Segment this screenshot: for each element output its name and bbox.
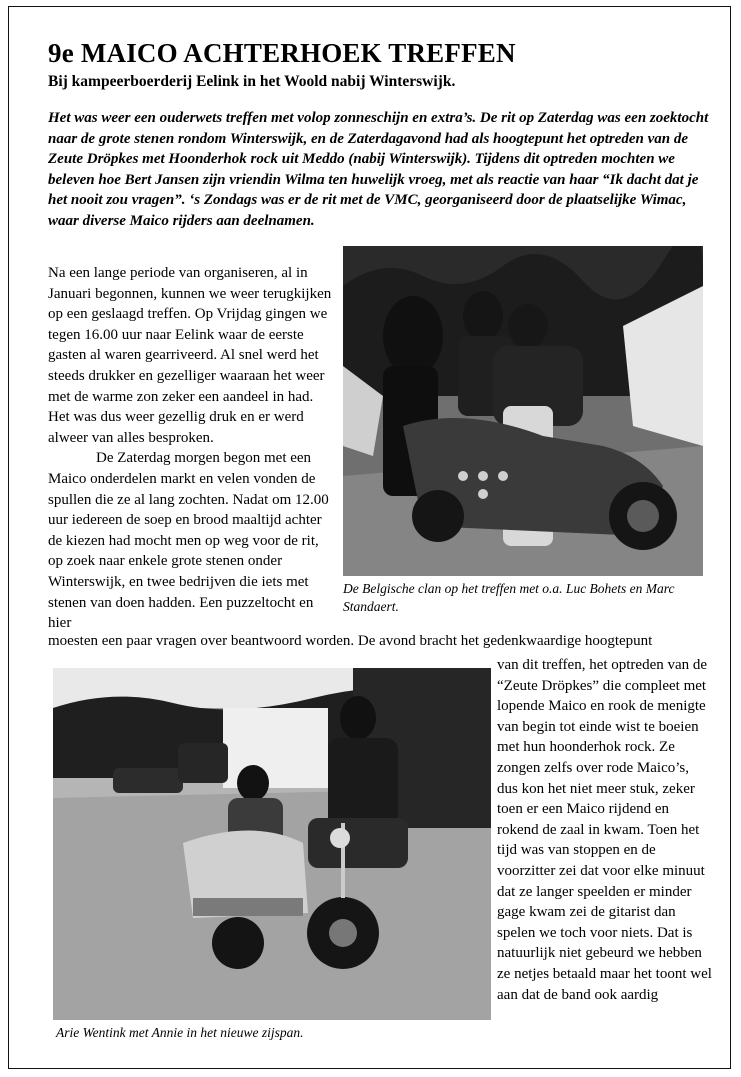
right-column-text [497,655,712,1005]
paragraph-1: Na een lange periode van organiseren, al in Januari begonnen, kunnen we weer terugkijken op een geslaagd treffen. Op Vrijdag gingen we tegen 16.00 uur naar Eelink waar de eerste gasten al waren gearriveerd. Al snel werd het steeds drukker en gezelliger waaraan het weer met de warme zon zeker een aandeel in had. Het was dus weer gezellig druk en er werd alweer van alles besproken. [48,265,332,446]
article-intro: Het was weer een ouderwets treffen met volop zonneschijn en extra’s. De rit op Zaterdag was een zoektocht naar de grote stenen rondom Winterswijk, en de Zaterdagavond had als hoogtepunt het optreden van de Zeute Dröpkes met Hoonderhok rock uit Meddo (nabij Winterswijk). Tijdens dit optreden mochten we beleven hoe Bert Jansen zijn vriendin Wilma ten huwelijk vroeg, met als reactie van haar “Ik dacht dat je het nooit zou vragen”. ‘s Zondags was er de rit met de VMC, georganiseerd door de plaatselijke Wimac, waar diverse Maico rijders aan deelnamen. [48,110,709,229]
full-width-line [48,631,708,652]
photo-2-illustration [53,668,491,1020]
paragraph-3: van dit treffen, het optreden van de “Zeute Dröpkes” die compleet met lopende Maico en rook de menigte van begin tot einde wist te boeien met hun hoonderhok rock. Ze zongen zelfs over rode Maico’s, dus kon het niet meer stuk, zeker toen er een Maico rijdend en rokend de zaal in kwam. Toen het tijd was van stoppen en de voorzitter zei dat voor elke minuut dat ze langer speelden er minder gage kwam zei de gitarist dan spelen we toch voor niets. Dat is natuurlijk niet gebeurd we hebben ze netjes betaald maar het toont wel aan dat de band ook aardig [497,657,712,1003]
paragraph-2: De Zaterdag morgen begon met een Maico onderdelen markt en velen vonden de spullen die ze al lang zochten. Nadat om 12.00 uur iedereen de soep en brood maaltijd achter de kiezen had mocht men op weg voor de rit, op zoek naar enkele grote stenen onder Winterswijk, en twee bedrijven die iets met stenen van doen hadden. Een puzzeltocht en hier [48,450,329,632]
article-title: 9e MAICO ACHTERHOEK TREFFEN [48,38,516,68]
photo-1-caption: De Belgische clan op het treffen met o.a. Luc Bohets en Marc Standaert. [343,581,675,614]
photo-sidecar [53,668,491,1020]
photo-belgian-clan [343,246,703,576]
photo-1-illustration [343,246,703,576]
paragraph-2-continued: moesten een paar vragen over beantwoord worden. De avond bracht het gedenkwaardige hoogtepunt [48,633,653,649]
left-column-text [48,263,336,634]
photo-2-caption: Arie Wentink met Annie in het nieuwe zijspan. [56,1025,304,1040]
article-subtitle: Bij kampeerboerderij Eelink in het Woold nabij Winterswijk. [48,73,456,90]
